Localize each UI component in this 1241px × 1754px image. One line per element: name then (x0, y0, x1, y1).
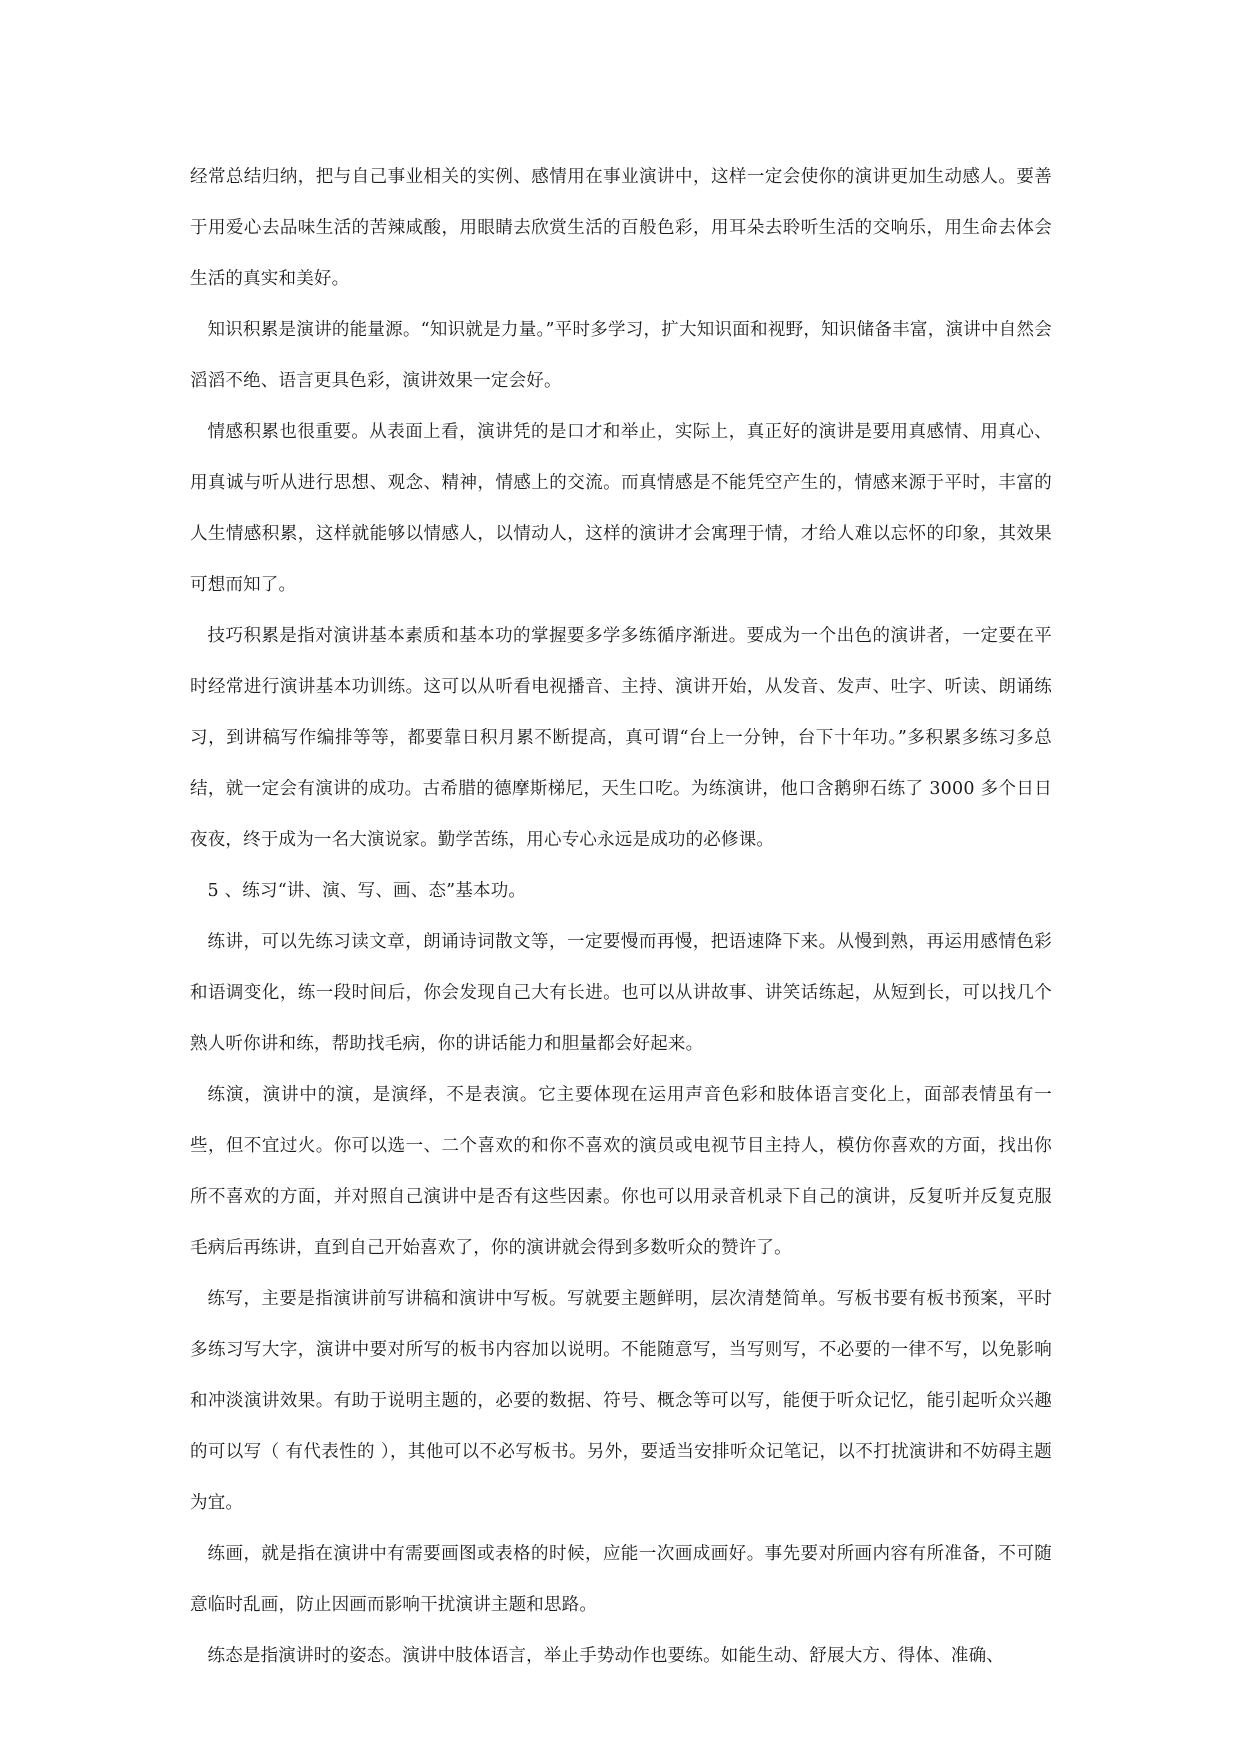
paragraph-2: 知识积累是演讲的能量源。“知识就是力量。”平时多学习，扩大知识面和视野，知识储备丰富，演讲中自然会滔滔不绝、语言更具色彩，演讲效果一定会好。 (190, 320, 1052, 391)
paragraph-1: 经常总结归纳，把与自己事业相关的实例、感情用在事业演讲中，这样一定会使你的演讲更加生动感人。要善于用爱心去品味生活的苦辣咸酸，用眼睛去欣赏生活的百般色彩，用耳朵去聆听生活的交响乐，用生命去体会生活的真实和美好。 (190, 167, 1052, 289)
paragraph-9: 练画，就是指在演讲中有需要画图或表格的时候，应能一次画成画好。事先要对所画内容有所准备，不可随意临时乱画，防止因画而影响干扰演讲主题和思路。 (190, 1544, 1052, 1615)
paragraph-8: 练写，主要是指演讲前写讲稿和演讲中写板。写就要主题鲜明，层次清楚简单。写板书要有板书预案，平时多练习写大字，演讲中要对所写的板书内容加以说明。不能随意写，当写则写，不必要的一律不写，以免影响和冲淡演讲效果。有助于说明主题的，必要的数据、符号、概念等可以写，能便于听众记忆，能引起听众兴趣的可以写（ 有代表性的 ），其他可以不必写板书。另外，要适当安排听众记笔记，以不打扰演讲和不妨碍主题为宜。 (190, 1289, 1052, 1513)
paragraph-7: 练演，演讲中的演，是演绎，不是表演。它主要体现在运用声音色彩和肢体语言变化上，面部表情虽有一些，但不宜过火。你可以选一、二个喜欢的和你不喜欢的演员或电视节目主持人，模仿你喜欢的方面，找出你所不喜欢的方面，并对照自己演讲中是否有这些因素。你也可以用录音机录下自己的演讲，反复听并反复克服毛病后再练讲，直到自己开始喜欢了，你的演讲就会得到多数听众的赞许了。 (190, 1085, 1052, 1258)
paragraph-4: 技巧积累是指对演讲基本素质和基本功的掌握要多学多练循序渐进。要成为一个出色的演讲者，一定要在平时经常进行演讲基本功训练。这可以从听看电视播音、主持、演讲开始，从发音、发声、吐字、听读、朗诵练习，到讲稿写作编排等等，都要靠日积月累不断提高，真可谓“台上一分钟，台下十年功。”多积累多练习多总结，就一定会有演讲的成功。古希腊的德摩斯梯尼，天生口吃。为练演讲，他口含鹅卵石练了 3000 多个日日夜夜，终于成为一名大演说家。勤学苦练，用心专心永远是成功的必修课。 (190, 626, 1052, 850)
paragraph-3: 情感积累也很重要。从表面上看，演讲凭的是口才和举止，实际上，真正好的演讲是要用真感情、用真心、用真诚与听从进行思想、观念、精神，情感上的交流。而真情感是不能凭空产生的，情感来源于平时，丰富的人生情感积累，这样就能够以情感人，以情动人，这样的演讲才会寓理于情，才给人难以忘怀的印象，其效果可想而知了。 (190, 422, 1052, 595)
paragraph-5: 5 、练习“讲、演、写、画、态”基本功。 (207, 881, 527, 901)
paragraph-6: 练讲，可以先练习读文章，朗诵诗词散文等，一定要慢而再慢，把语速降下来。从慢到熟，再运用感情色彩和语调变化，练一段时间后，你会发现自己大有长进。也可以从讲故事、讲笑话练起，从短到长，可以找几个熟人听你讲和练，帮助找毛病，你的讲话能力和胆量都会好起来。 (190, 932, 1052, 1054)
document-body (190, 152, 1052, 1682)
paragraph-10: 练态是指演讲时的姿态。演讲中肢体语言，举止手势动作也要练。如能生动、舒展大方、得体、准确、 (207, 1646, 1004, 1666)
